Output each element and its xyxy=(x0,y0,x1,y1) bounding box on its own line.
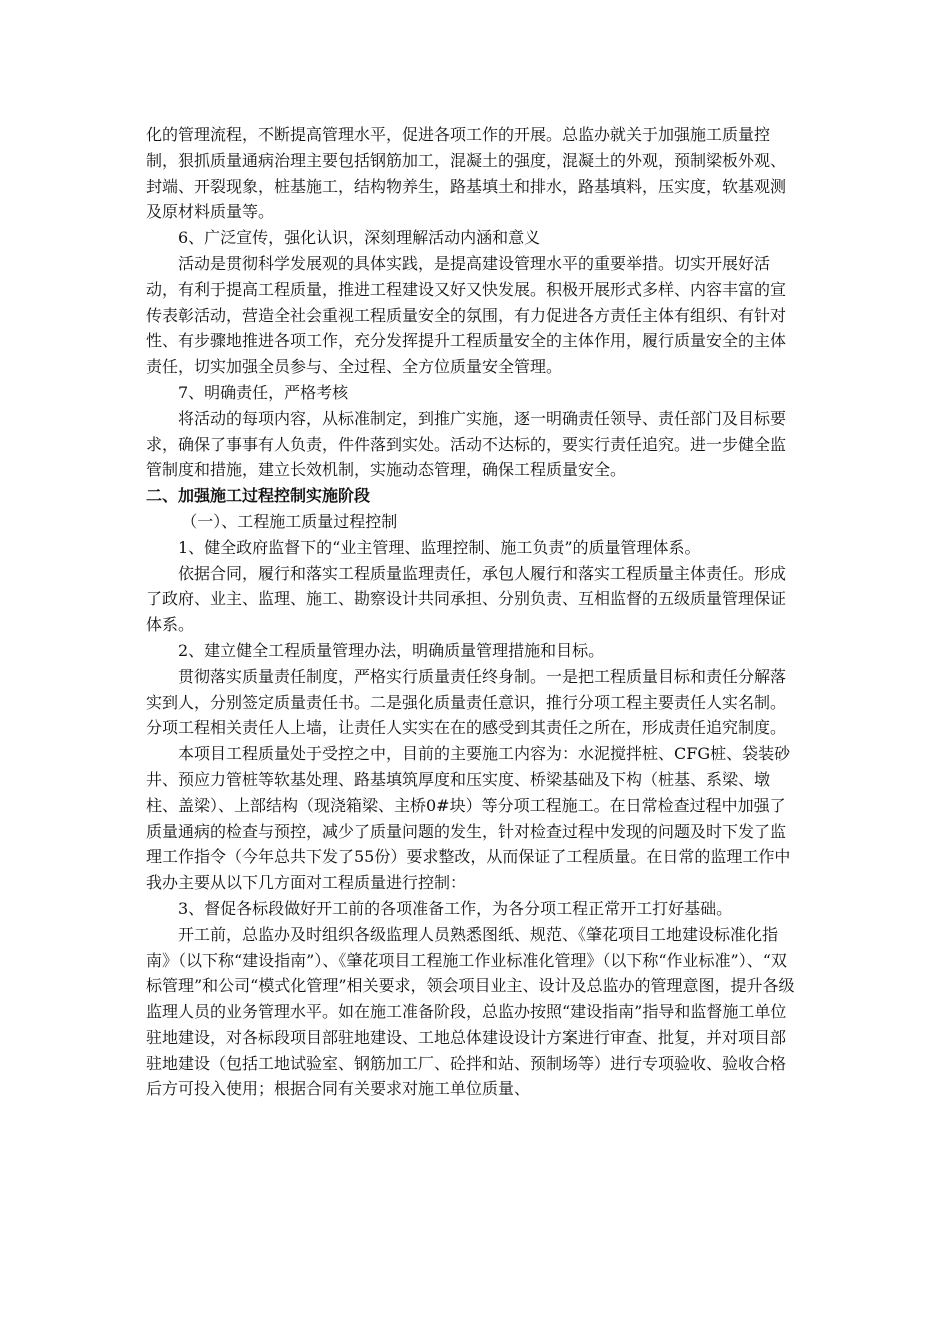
heading-item-3: 3、督促各标段做好开工前的各项准备工作，为各分项工程正常开工打好基础。 xyxy=(178,898,733,918)
paragraph-contract: 依据合同，履行和落实工程质量监理责任，承包人履行和落实工程质量主体责任。形成了政府、业主、监理、施工、勘察设计共同承担、分别负责、互相监督的五级质量管理保证体系。 xyxy=(146,563,787,635)
heading-item-6: 6、广泛宣传，强化认识，深刻理解活动内涵和意义 xyxy=(178,228,541,248)
paragraph-preparation: 开工前，总监办及时组织各级监理人员熟悉图纸、规范、《肇花项目工地建设标准化指南》（以下称“建设指南”）、《肇花项目工程施工作业标准化管理》（以下称“作业标准”）、“双标管理”和公司“模式化管理”相关要求，领会项目业主、设计及总监办的管理意图，提升各级监理人员的业务管理水平。如在施工准备阶段，总监办按照“建设指南”指导和监督施工单位驻地建设，对各标段项目部驻地建设、工地总体建设设计方案进行审查、批复，并对项目部驻地建设（包括工地试验室、钢筋加工厂、砼拌和站、预制场等）进行专项验收、验收合格后方可投入使用；根据合同有关要求对施工单位质量、 xyxy=(146,924,795,1099)
document-body xyxy=(146,122,800,1102)
paragraph-responsibility: 将活动的每项内容，从标准制定，到推广实施，逐一明确责任领导、责任部门及目标要求，确保了事事有人负责，件件落到实处。活动不达标的，要实行责任追究。进一步健全监管制度和措施，建立长效机制，实施动态管理，确保工程质量安全。 xyxy=(146,408,787,480)
subsection-heading-1: （一）、工程施工质量过程控制 xyxy=(181,511,398,531)
heading-item-7: 7、明确责任，严格考核 xyxy=(178,382,349,402)
paragraph-quality-responsibility: 贯彻落实质量责任制度，严格实行质量责任终身制。一是把工程质量目标和责任分解落实到人，分别签定质量责任书。二是强化质量责任意识，推行分项工程主要责任人实名制。分项工程相关责任人上墙，让责任人实实在在的感受到其责任之所在，形成责任追究制度。 xyxy=(146,666,787,738)
heading-item-1: 1、健全政府监督下的“业主管理、监理控制、施工负责”的质量管理体系。 xyxy=(178,537,701,557)
paragraph-intro: 化的管理流程，不断提高管理水平，促进各项工作的开展。总监办就关于加强施工质量控制，狠抓质量通病治理主要包括钢筋加工，混凝土的强度，混凝土的外观，预制梁板外观、封端、开裂现象，桩基施工，结构物养生，路基填土和排水，路基填料，压实度，软基观测及原材料质量等。 xyxy=(146,125,787,222)
paragraph-publicity: 活动是贯彻科学发展观的具体实践，是提高建设管理水平的重要举措。切实开展好活动，有利于提高工程质量，推进工程建设又好又快发展。积极开展形式多样、内容丰富的宣传表彰活动，营造全社会重视工程质量安全的氛围，有力促进各方责任主体有组织、有针对性、有步骤地推进各项工作，充分发挥提升工程质量安全的主体作用，履行质量安全的主体责任，切实加强全员参与、全过程、全方位质量安全管理。 xyxy=(146,253,787,377)
section-heading-2: 二、加强施工过程控制实施阶段 xyxy=(146,486,371,506)
heading-item-2: 2、建立健全工程质量管理办法，明确质量管理措施和目标。 xyxy=(178,640,605,660)
paragraph-project-status: 本项目工程质量处于受控之中，目前的主要施工内容为：水泥搅拌桩、CFG桩、袋装砂井、预应力管桩等软基处理、路基填筑厚度和压实度、桥梁基础及下构（桩基、系梁、墩柱、盖梁）、上部结构（现浇箱梁、主桥0#块）等分项工程施工。在日常检查过程中加强了质量通病的检查与预控，减少了质量问题的发生，针对检查过程中发现的问题及时下发了监理工作指令（今年总共下发了55份）要求整改，从而保证了工程质量。在日常的监理工作中我办主要从以下几方面对工程质量进行控制： xyxy=(146,744,791,893)
